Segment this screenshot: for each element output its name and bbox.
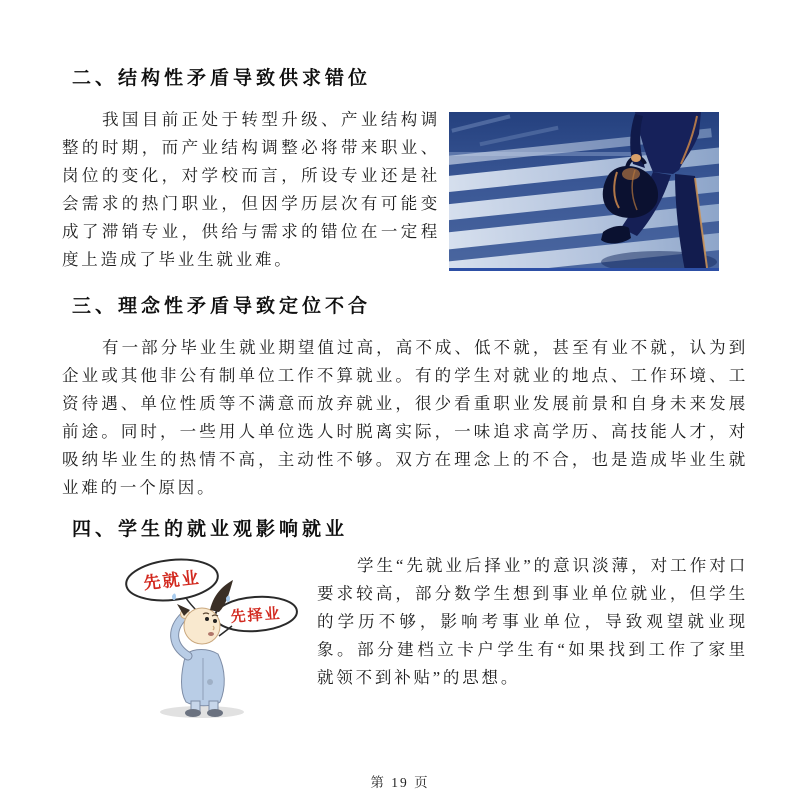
heading-conceptual-contradiction: 三、理念性矛盾导致定位不合 (72, 296, 372, 317)
paragraph-structural: 我国目前正处于转型升级、产业结构调整的时期，而产业结构调整必将带来职业、岗位的变化，对学校而言，所设专业还是社会需求的热门职业，但因学历层次有可能变成了滞销专业，供给与需求的错位在一定程度上造成了毕业生就业难。 (62, 110, 440, 269)
section-outlook (62, 552, 748, 722)
cartoon-illustration (114, 554, 309, 722)
section-structural (62, 106, 748, 274)
heading-employment-outlook: 四、学生的就业观影响就业 (72, 519, 349, 540)
crosswalk-photo-graphic (449, 112, 719, 271)
crosswalk-businessman-photo (449, 112, 719, 271)
paragraph-conceptual: 有一部分毕业生就业期望值过高，高不成、低不就，甚至有业不就，认为到企业或其他非公有制单位工作不算就业。有的学生对就业的地点、工作环境、工资待遇、单位性质等不满意而放弃就业，很少看重职业发展前景和自身未来发展前途。同时，一些用人单位选人时脱离实际，一味追求高学历、高技能人才，对吸纳毕业生的热情不高，主动性不够。双方在理念上的不合，也是造成毕业生就业难的一个原因。 (62, 338, 748, 497)
page-number: 第 19 页 (370, 775, 430, 790)
paragraph-outlook: 学生“先就业后择业”的意识淡薄，对工作对口要求较高，部分数学生想到事业单位就业，但学生的学历不够，影响考事业单位，导致观望就业现象。部分建档立卡户学生有“如果找到工作了家里就领不到补贴”的思想。 (317, 556, 748, 687)
cartoon-graphic (114, 554, 309, 722)
bubble-right-label: 先择业 (230, 605, 283, 626)
bubble-left-label: 先就业 (142, 568, 202, 593)
heading-structural-contradiction: 二、结构性矛盾导致供求错位 (72, 68, 372, 89)
speech-bubble-left (124, 555, 220, 604)
